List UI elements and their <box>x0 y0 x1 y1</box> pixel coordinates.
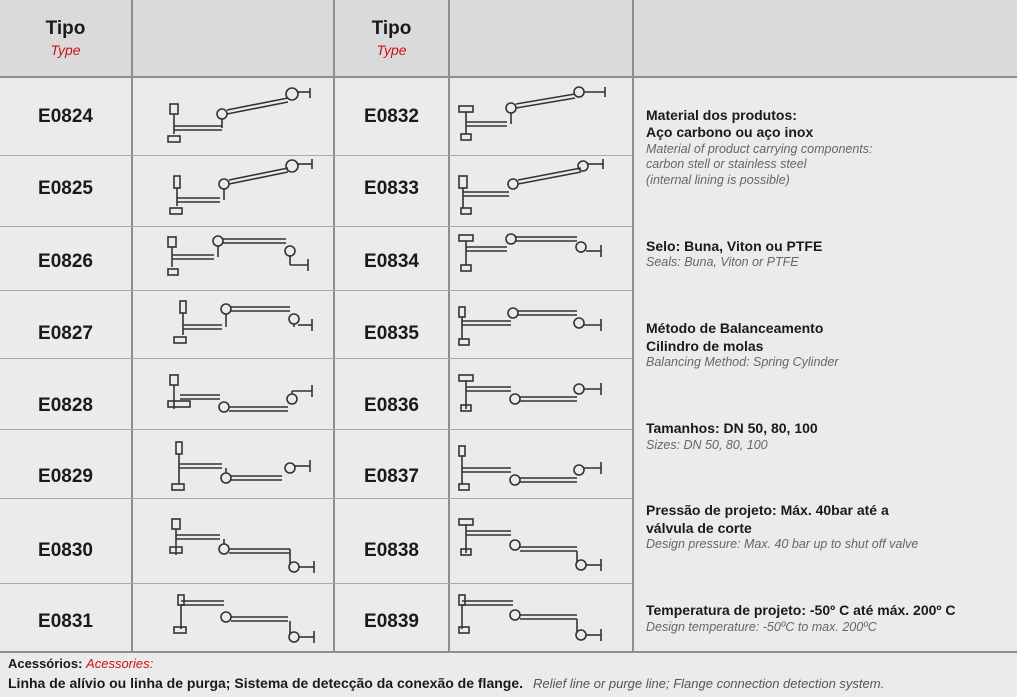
divider <box>448 0 450 652</box>
divider <box>0 358 632 359</box>
type-code: E0829 <box>38 466 93 487</box>
type-code: E0836 <box>364 395 419 416</box>
spec-sizes-title: Tamanhos: DN 50, 80, 100 <box>646 420 818 436</box>
type-code: E0833 <box>364 178 419 199</box>
pipe-drawing <box>158 432 322 494</box>
type-code: E0827 <box>38 323 93 344</box>
type-code: E0824 <box>38 106 93 127</box>
pipe-drawing <box>158 84 322 150</box>
pipe-drawing <box>455 158 619 222</box>
accessories-label-pt: Acessórios: <box>8 656 83 671</box>
type-code: E0839 <box>364 611 419 632</box>
accessories-text <box>8 675 884 691</box>
spec-pressure-title: Pressão de projeto: Máx. 40bar até a <box>646 502 889 518</box>
spec-material-sub: (internal lining is possible) <box>646 173 790 187</box>
spec-balance-sub: Balancing Method: Spring Cylinder <box>646 355 839 369</box>
type-code: E0834 <box>364 251 419 272</box>
type-code: E0831 <box>38 611 93 632</box>
accessories-text-en: Relief line or purge line; Flange connection detection system. <box>533 676 885 691</box>
spec-material-title: Aço carbono ou aço inox <box>646 124 814 140</box>
pipe-drawing <box>158 587 322 649</box>
divider <box>0 76 1017 78</box>
type-code: E0826 <box>38 251 93 272</box>
spec-material-sub: carbon stell or stainless steel <box>646 157 807 171</box>
spec-material-sub: Material of product carrying components: <box>646 142 873 156</box>
pipe-drawing <box>455 587 619 649</box>
type-code: E0837 <box>364 466 419 487</box>
divider <box>0 290 632 291</box>
spec-balance-title: Cilindro de molas <box>646 338 764 354</box>
header-type: Type <box>376 42 407 58</box>
pipe-drawing <box>158 229 322 287</box>
header-tipo: Tipo <box>45 18 86 39</box>
type-code: E0835 <box>364 323 419 344</box>
divider <box>0 429 632 430</box>
table-header <box>0 0 1017 77</box>
pipe-drawing <box>158 505 322 579</box>
type-code: E0828 <box>38 395 93 416</box>
pipe-drawing <box>158 293 322 355</box>
divider <box>0 583 632 584</box>
pipe-drawing <box>158 158 322 222</box>
spec-material-title: Material dos produtos: <box>646 107 797 123</box>
spec-seal-sub: Seals: Buna, Viton or PTFE <box>646 255 799 269</box>
pipe-drawing <box>455 361 619 425</box>
pipe-drawing <box>455 432 619 494</box>
spec-pressure-sub: Design pressure: Max. 40 bar up to shut off valve <box>646 537 919 551</box>
pipe-drawing <box>455 293 619 355</box>
divider <box>0 226 632 227</box>
accessories-label <box>8 656 153 671</box>
spec-temp-sub: Design temperature: -50ºC to max. 200ºC <box>646 620 877 634</box>
divider <box>131 0 133 652</box>
divider <box>0 498 632 499</box>
divider <box>0 155 632 156</box>
header-type: Type <box>50 42 81 58</box>
accessories-text-pt: Linha de alívio ou linha de purga; Sistema de detecção da conexão de flange. <box>8 675 524 691</box>
type-code: E0838 <box>364 540 419 561</box>
divider <box>0 651 1017 653</box>
pipe-drawing <box>455 229 619 287</box>
spec-pressure-title: válvula de corte <box>646 520 752 536</box>
type-code: E0825 <box>38 178 93 199</box>
spec-balance-title: Método de Balanceamento <box>646 320 824 336</box>
accessories-label-en: Acessories: <box>86 656 154 671</box>
type-code: E0832 <box>364 106 419 127</box>
pipe-drawing <box>455 84 619 150</box>
spec-seal-title: Selo: Buna, Viton ou PTFE <box>646 238 823 254</box>
pipe-drawing <box>455 505 619 579</box>
spec-temp-title: Temperatura de projeto: -50º C até máx. 200º C <box>646 602 956 618</box>
pipe-drawing <box>158 361 322 425</box>
type-code: E0830 <box>38 540 93 561</box>
spec-sizes-sub: Sizes: DN 50, 80, 100 <box>646 438 768 452</box>
header-tipo: Tipo <box>371 18 412 39</box>
divider <box>632 0 634 652</box>
